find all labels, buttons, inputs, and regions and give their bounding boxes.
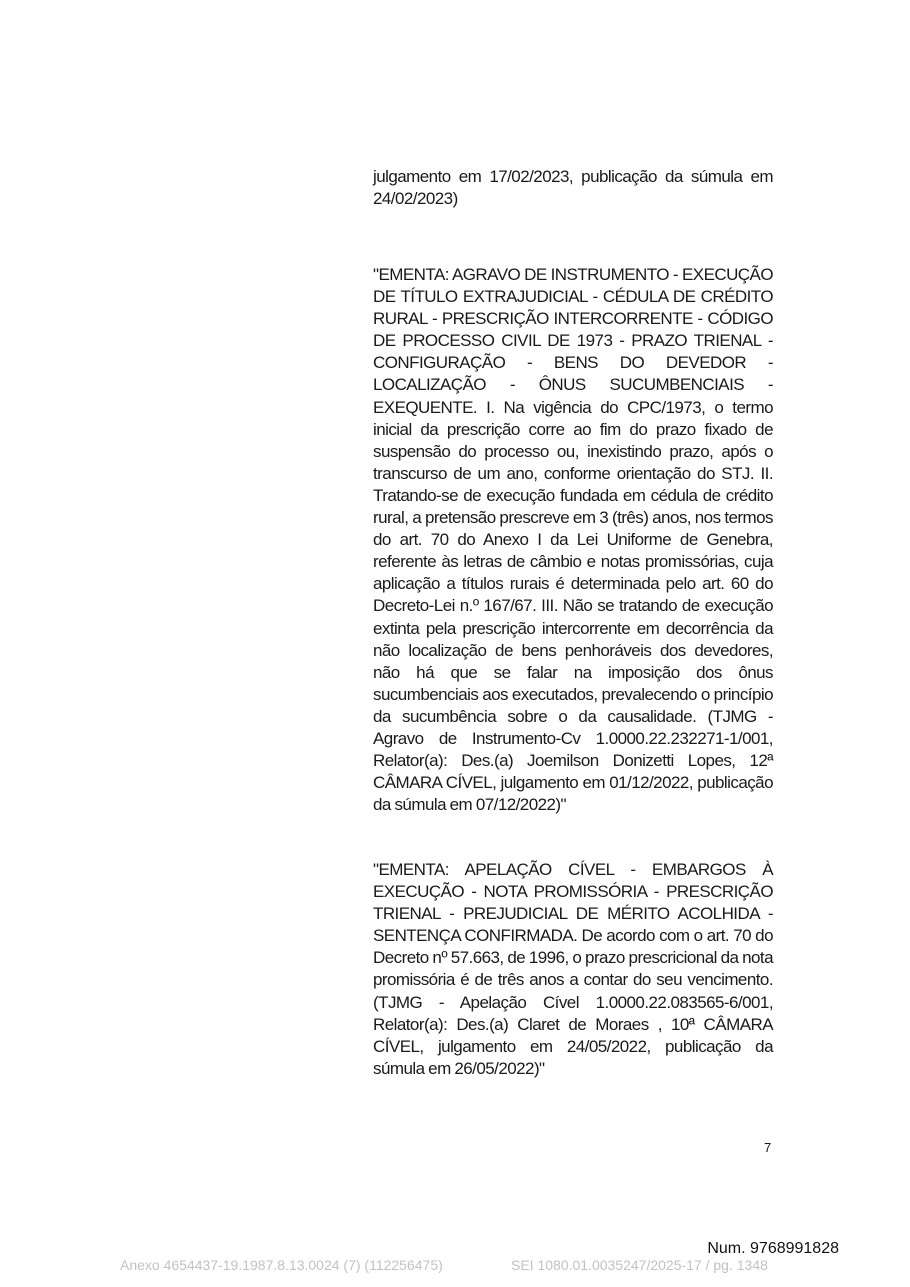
paragraph-judgment-date: julgamento em 17/02/2023, publicação da súmula em 24/02/2023) xyxy=(373,167,773,209)
paragraph-ementa-apelacao: "EMENTA: APELAÇÃO CÍVEL - EMBARGOS À EXECUÇÃO - NOTA PROMISSÓRIA - PRESCRIÇÃO TRIENAL - PREJUDICIAL DE MÉRITO ACOLHIDA - SENTENÇA CONFIRMADA. De acordo com o art. 70 do Decreto nº 57.663, de 1996, o prazo prescricional da nota promissória é de três anos a contar do seu vencimento. (TJMG - Apelação Cível 1.0000.22.083565-6/001, Relator(a): Des.(a) Claret de Moraes , 10ª CÂMARA CÍVEL, julgamento em 24/05/2022, publicação da súmula em 26/05/2022)" xyxy=(373,860,773,1078)
document-number: Num. 9768991828 xyxy=(707,1240,839,1257)
paragraph-ementa-agravo: "EMENTA: AGRAVO DE INSTRUMENTO - EXECUÇÃO DE TÍTULO EXTRAJUDICIAL - CÉDULA DE CRÉDITO RURAL - PRESCRIÇÃO INTERCORRENTE - CÓDIGO DE PROCESSO CIVIL DE 1973 - PRAZO TRIENAL - CONFIGURAÇÃO - BENS DO DEVEDOR - LOCALIZAÇÃO - ÔNUS SUCUMBENCIAIS - EXEQUENTE. I. Na vigência do CPC/1973, o termo inicial da prescrição corre ao fim do prazo fixado de suspensão do processo ou, inexistindo prazo, após o transcurso de um ano, conforme orientação do STJ. II. Tratando-se de execução fundada em cédula de crédito rural, a pretensão prescreve em 3 (três) anos, nos termos do art. 70 do Anexo I da Lei Uniforme de Genebra, referente às letras de câmbio e notas promissórias, cuja aplicação a títulos rurais é determinada pelo art. 60 do Decreto-Lei n.º 167/67. III. Não se tratando de execução extinta pela prescrição intercorrente em decorrência da não localização de bens penhoráveis dos devedores, não há que se falar na imposição dos ônus sucumbenciais aos executados, prevalecendo o princípio da sucumbência sobre o da causalidade. (TJMG - Agravo de Instrumento-Cv 1.0000.22.232271-1/001, Relator(a): Des.(a) Joemilson Donizetti Lopes, 12ª CÂMARA CÍVEL, julgamento em 01/12/2022, publicação da súmula em 07/12/2022)" xyxy=(373,265,773,815)
footer-sei-reference: SEI 1080.01.0035247/2025-17 / pg. 1348 xyxy=(511,1257,768,1273)
footer-annex-reference: Anexo 4654437-19.1987.8.13.0024 (7) (112256475) xyxy=(120,1257,443,1273)
page-number: 7 xyxy=(764,1140,772,1155)
